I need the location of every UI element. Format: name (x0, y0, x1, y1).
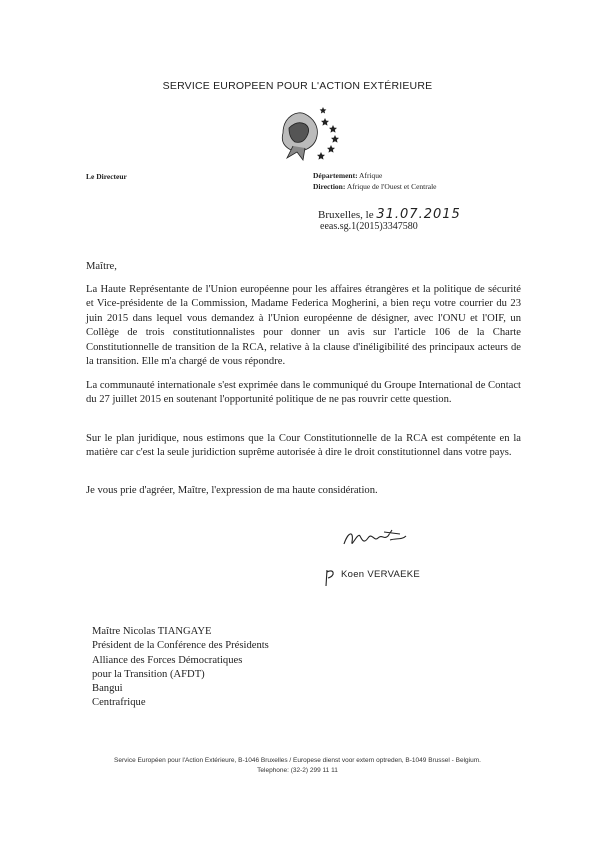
handwritten-signature (340, 522, 410, 552)
department-label: Département: (313, 171, 358, 180)
footer (0, 756, 595, 776)
direction-label: Direction: (313, 182, 346, 191)
paragraph-1: La Haute Représentante de l'Union européenne pour les affaires étrangères et la politique de sécurité et Vice-présidente de la Commission, Madame Federica Mogherini, a bien reçu votre courrier du 23 juin 2015 dans lequel vous demandez à l'Union européenne de désigner, avec l'ONU et l'OIF, un Collège de trois constitutionnalistes pour donner un avis sur l'article 106 de la Charte Constitutionnelle de transition de la RCA, relative à la clause d'inéligibilité des principaux acteurs de la transition. Elle m'a chargé de vous répondre. (86, 284, 521, 368)
date-place: Bruxelles, le (318, 209, 374, 221)
paragraph-2: La communauté internationale s'est exprimée dans le communiqué du Groupe International de Contact du 27 juillet 2015 en soutenant l'opportunité politique de ne pas rouvrir cette question. (86, 380, 521, 406)
handwritten-initial (322, 566, 338, 590)
handwritten-date: 31.07.2015 (376, 207, 461, 222)
recipient-line: Centrafrique (92, 697, 146, 709)
recipient-line: Bangui (92, 683, 123, 695)
recipient-line: pour la Transition (AFDT) (92, 668, 205, 680)
department-value: Afrique (359, 171, 383, 180)
eu-emblem-logo (253, 98, 353, 168)
paragraph-closing: Je vous prie d'agréer, Maître, l'expression de ma haute considération. (86, 485, 378, 496)
signer-name: Koen VERVAEKE (341, 569, 421, 580)
recipient-address (92, 625, 269, 711)
salutation: Maître, (86, 261, 117, 272)
date-line (318, 207, 461, 222)
reference-number: eeas.sg.1(2015)3347580 (320, 221, 418, 232)
service-title: SERVICE EUROPEEN POUR L'ACTION EXTÉRIEURE (162, 80, 433, 92)
footer-telephone: Telephone: (32-2) 299 11 11 (257, 767, 338, 774)
recipient-line: Alliance des Forces Démocratiques (92, 654, 243, 666)
recipient-line: Président de la Conférence des Présidents (92, 640, 269, 652)
footer-address: Service Européen pour l'Action Extérieure, B-1046 Bruxelles / Europese dienst voor extern optreden, B-1049 Brussel - Belgium. (114, 757, 481, 764)
sender-role: Le Directeur (86, 172, 127, 181)
direction-value: Afrique de l'Ouest et Centrale (346, 182, 437, 191)
sender-department-block (313, 170, 436, 192)
paragraph-3: Sur le plan juridique, nous estimons que la Cour Constitutionnelle de la RCA est compétente en la matière car c'est la seule juridiction suprême autorisée à dire le droit constitutionnel dans votre pays. (86, 433, 521, 459)
recipient-line: Maître Nicolas TIANGAYE (92, 626, 212, 637)
